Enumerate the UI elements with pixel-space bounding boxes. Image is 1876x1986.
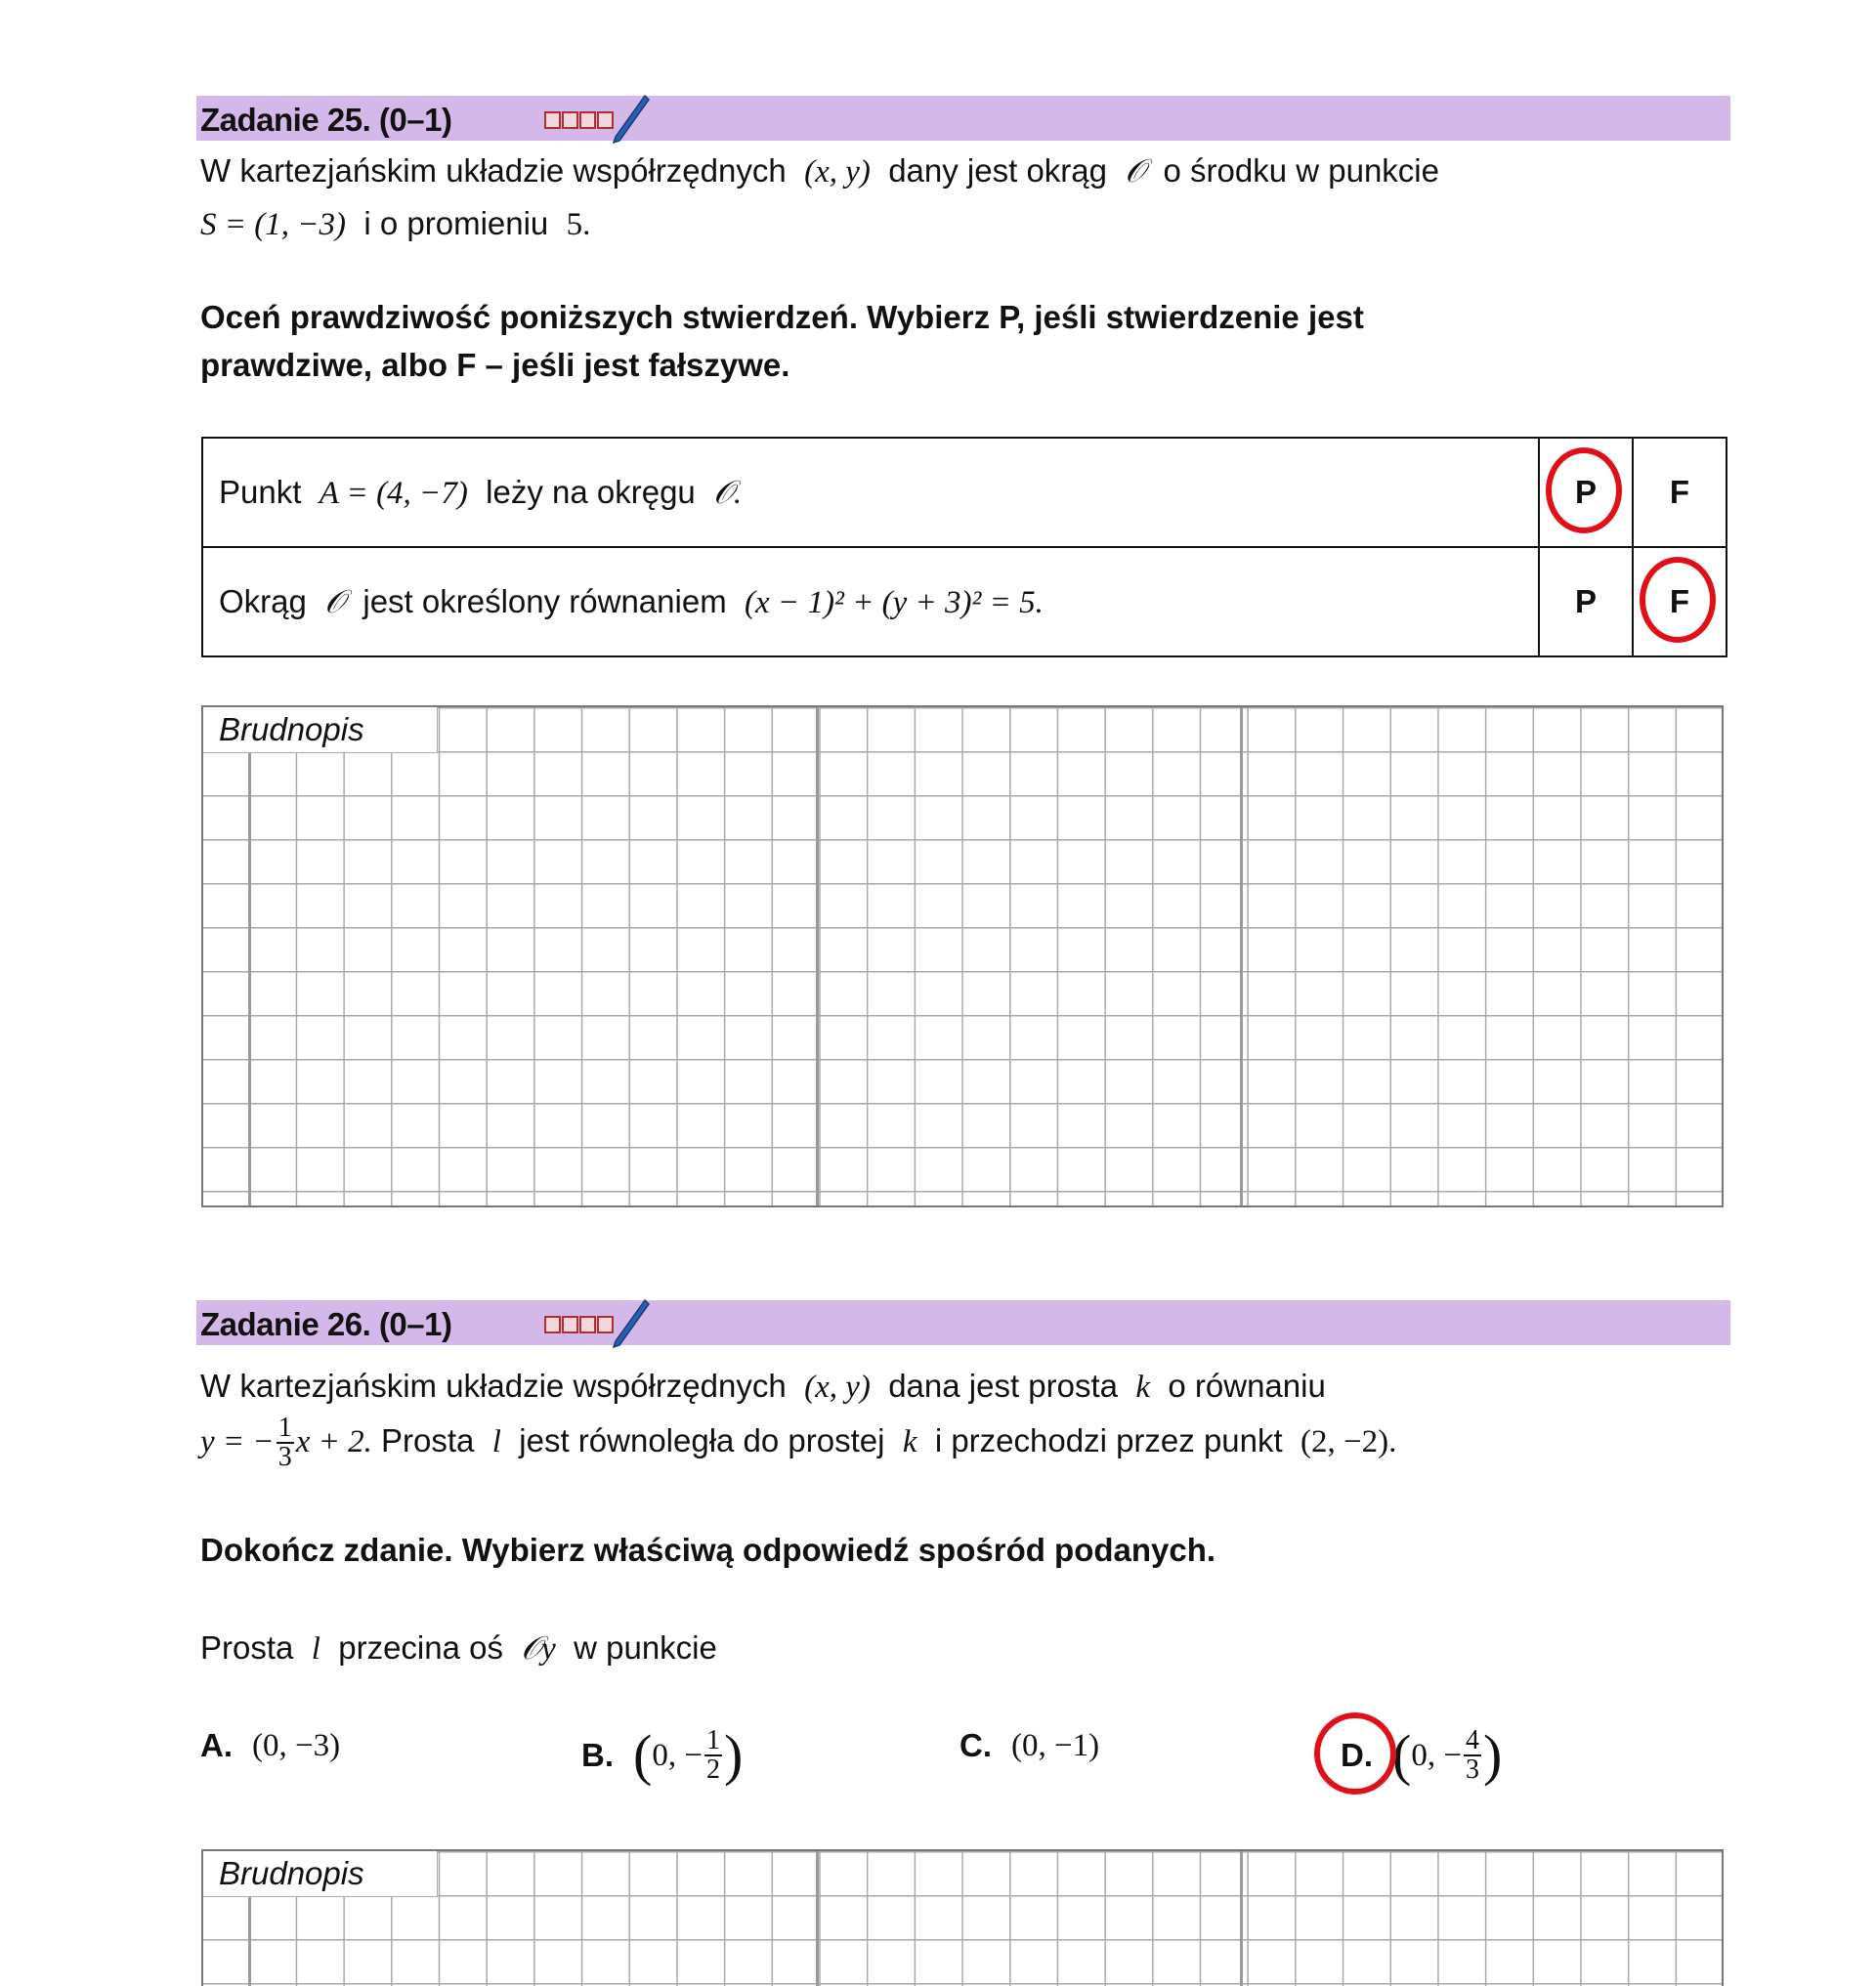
answer-c[interactable]: C. (0, −1) [959, 1727, 1100, 1763]
option-p-cell[interactable]: P [1539, 547, 1633, 656]
scratchpad-grid[interactable] [201, 705, 1724, 1207]
scratchpad-label: Brudnopis [203, 1851, 438, 1897]
fraction: $\frac{1}{3}$ [277, 1413, 292, 1473]
selection-circle [1640, 557, 1716, 643]
option-p-cell[interactable]: P [1539, 438, 1633, 547]
skill-squares-icon [544, 107, 651, 145]
selection-circle [1546, 447, 1622, 533]
task-25-intro-line-2: S = (1, −3) i o promieniu 5. [200, 205, 591, 242]
task-26-stem: Prosta l przecina oś 𝒪y w punkcie [200, 1629, 717, 1667]
option-f-cell[interactable]: F [1633, 547, 1727, 656]
statement-cell: Okrąg 𝒪 jest określony równaniem (x − 1)² + (y + 3)² = 5. [202, 547, 1539, 656]
task-25-header [196, 96, 1730, 141]
scratchpad-label: Brudnopis [203, 707, 438, 753]
task-25-intro-line-1: W kartezjańskim układzie współrzędnych (x, y) dany jest okrąg 𝒪 o środku w punkcie [200, 152, 1439, 190]
task-26-instruction: Dokończ zdanie. Wybierz właściwą odpowiedź spośród podanych. [200, 1532, 1216, 1568]
task-26-title: Zadanie 26. (0–1) [200, 1306, 452, 1342]
pencil-icon [612, 1298, 651, 1349]
true-false-table [201, 437, 1727, 657]
fraction: $\frac{1}{2}$ [705, 1725, 720, 1785]
answer-a[interactable]: A. (0, −3) [200, 1727, 341, 1763]
skill-squares-icon [544, 1312, 651, 1349]
task-25-title: Zadanie 25. (0–1) [200, 102, 452, 138]
option-f-cell[interactable]: F [1633, 438, 1727, 547]
scratchpad-grid[interactable] [201, 1849, 1724, 1986]
task-26-intro-line-2: y = − $\frac{1}{3}$ x + 2. Prosta l jest równoległa do prostej k i przechodzi przez punkt (2, −2). [200, 1413, 1397, 1473]
selection-circle [1314, 1712, 1396, 1795]
table-row [202, 438, 1727, 547]
statement-cell: Punkt A = (4, −7) leży na okręgu 𝒪. [202, 438, 1539, 547]
pencil-icon [612, 94, 651, 145]
task-25-instruction-line-2: prawdziwe, albo F – jeśli jest fałszywe. [200, 347, 790, 383]
table-row [202, 547, 1727, 656]
fraction: $\frac{4}{3}$ [1465, 1725, 1479, 1785]
task-25-instruction-line-1: Oceń prawdziwość poniższych stwierdzeń. Wybierz P, jeśli stwierdzenie jest [200, 299, 1364, 335]
answer-d[interactable]: D. ( 0, − $\frac{4}{3}$ ) [1341, 1727, 1502, 1784]
answer-b[interactable]: B. ( 0, − $\frac{1}{2}$ ) [581, 1723, 744, 1787]
task-26-intro-line-1: W kartezjańskim układzie współrzędnych (x, y) dana jest prosta k o równaniu [200, 1368, 1326, 1405]
task-26-header [196, 1300, 1730, 1345]
